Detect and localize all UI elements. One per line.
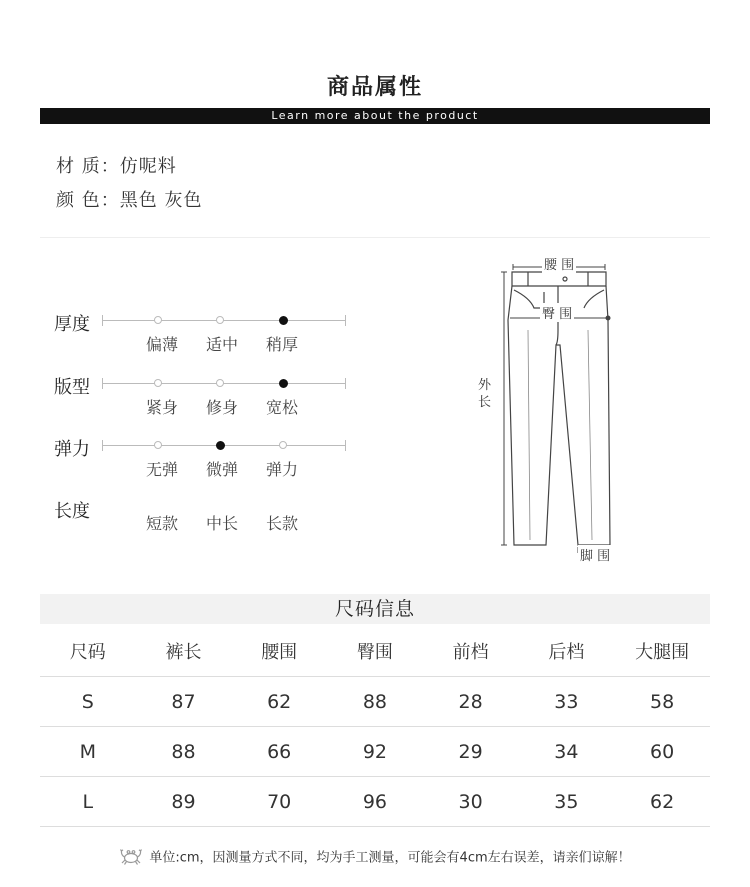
scale-option: 修身 (205, 398, 238, 417)
size-table-cell: M (40, 727, 136, 777)
scale-option: 紧身 (145, 398, 178, 417)
size-table-cell: S (40, 677, 136, 727)
size-table-header-cell: 臀围 (356, 642, 393, 663)
material-value: 仿呢料 (119, 156, 177, 177)
scale-dot (216, 379, 224, 387)
subtitle-bar: Learn more about the product (40, 108, 710, 124)
size-table-title: 尺码信息 (40, 594, 710, 624)
size-table-header-cell: 裤长 (165, 642, 202, 663)
size-table-cell: 88 (327, 677, 423, 727)
material-line (56, 152, 177, 178)
scale-label: 长度 (54, 501, 90, 522)
size-table-cell: 66 (231, 727, 327, 777)
waist-label: 腰 围 (542, 254, 576, 273)
size-table-cell: 88 (136, 727, 232, 777)
scale-label: 厚度 (54, 314, 90, 335)
size-table-header-cell: 尺码 (69, 642, 106, 663)
size-table-body (40, 677, 710, 827)
size-table-row (40, 727, 710, 777)
size-table-cell: 62 (614, 777, 710, 827)
pants-outline-icon (470, 250, 650, 570)
scale-option: 偏薄 (145, 335, 178, 354)
length-label-2: 长 (478, 395, 492, 410)
size-table-header-cell: 腰围 (261, 642, 298, 663)
scale-option: 适中 (205, 335, 238, 354)
scale-row (54, 435, 354, 495)
scale-track (102, 445, 346, 446)
size-table-row (40, 677, 710, 727)
size-table-cell: 30 (423, 777, 519, 827)
size-table-cell: 70 (231, 777, 327, 827)
size-table-cell: 60 (614, 727, 710, 777)
crab-icon (119, 846, 143, 870)
size-table-cell: 87 (136, 677, 232, 727)
scale-track (102, 383, 346, 384)
size-table-cell: 92 (327, 727, 423, 777)
size-table-cell: 89 (136, 777, 232, 827)
size-table-cell: 34 (518, 727, 614, 777)
scale-dot (154, 441, 162, 449)
size-table-cell: L (40, 777, 136, 827)
scale-option: 宽松 (265, 398, 298, 417)
scale-dot-selected (279, 379, 288, 388)
material-label: 材 质： (56, 156, 120, 177)
scale-label: 弹力 (54, 439, 90, 460)
size-table-cell: 33 (518, 677, 614, 727)
footer-note-text: 单位:cm，因测量方式不同，均为手工测量，可能会有4cm左右误差，请亲们谅解！ (149, 850, 631, 866)
scale-option: 微弹 (205, 460, 238, 479)
hip-label: 臀 围 (540, 303, 574, 322)
scale-option: 无弹 (145, 460, 178, 479)
scale-row (54, 310, 354, 370)
scale-option: 长款 (265, 514, 298, 533)
size-table-cell: 28 (423, 677, 519, 727)
size-table-cell: 62 (231, 677, 327, 727)
size-table-cell: 35 (518, 777, 614, 827)
scale-dot (154, 379, 162, 387)
scale-dot (154, 316, 162, 324)
size-table (40, 626, 710, 827)
color-line (56, 186, 202, 212)
scale-track (102, 320, 346, 321)
size-table-header-cell: 大腿围 (635, 642, 690, 663)
scale-dot (279, 441, 287, 449)
scale-option: 中长 (205, 514, 238, 533)
scale-dot (216, 316, 224, 324)
length-label-1: 外 (478, 378, 492, 393)
scale-row (54, 373, 354, 433)
size-table-cell: 96 (327, 777, 423, 827)
footer-note (0, 846, 750, 870)
scale-option: 稍厚 (265, 335, 298, 354)
color-label: 颜 色： (56, 190, 120, 211)
page-title: 商品属性 (326, 75, 423, 100)
color-value: 黑色 灰色 (119, 190, 203, 211)
size-table-header-cell: 后档 (548, 642, 585, 663)
pants-diagram (470, 250, 650, 570)
scale-option: 短款 (145, 514, 178, 533)
size-table-header-row (40, 626, 710, 677)
size-table-row (40, 777, 710, 827)
size-table-cell: 58 (614, 677, 710, 727)
section-divider (40, 237, 710, 238)
size-table-header-cell: 前档 (452, 642, 489, 663)
size-table-cell: 29 (423, 727, 519, 777)
hem-label: 脚 围 (578, 545, 612, 564)
scale-option: 弹力 (265, 460, 298, 479)
scale-label: 版型 (54, 377, 90, 398)
scale-dot-selected (279, 316, 288, 325)
scale-dot-selected (216, 441, 225, 450)
scale-row (54, 497, 354, 557)
